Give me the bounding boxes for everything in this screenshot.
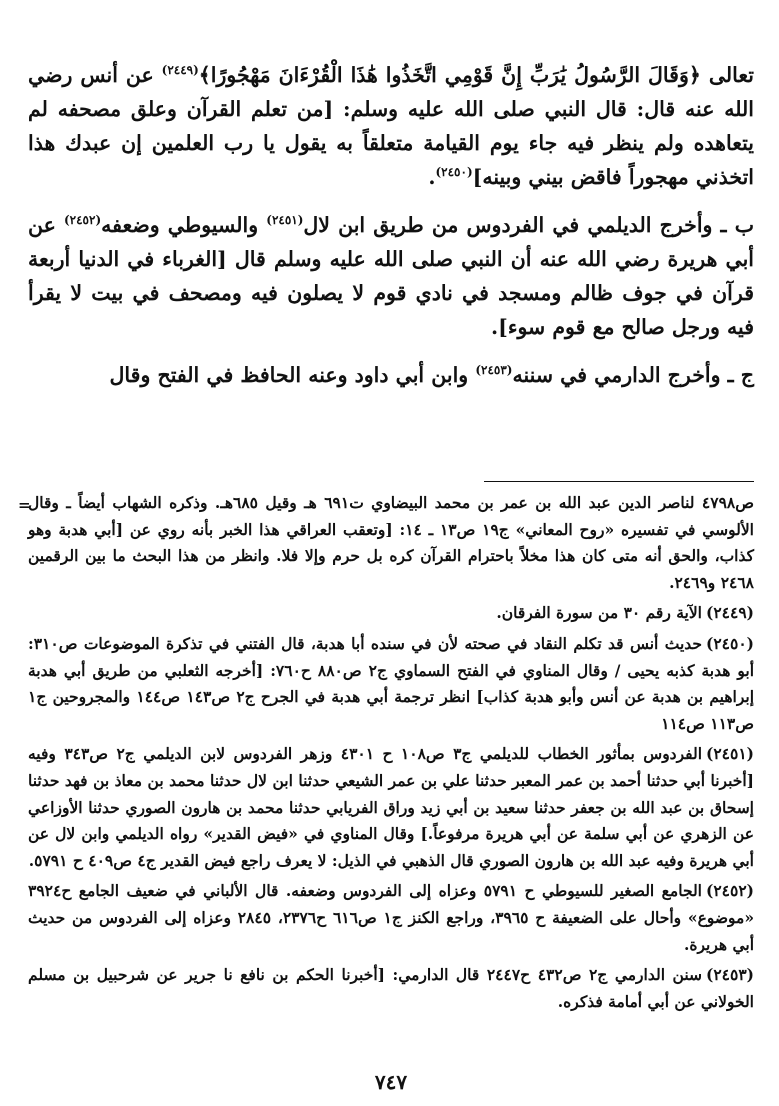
paragraph-3: [28, 358, 754, 392]
footnote-number: (٢٤٥٣): [706, 965, 755, 985]
book-page: [18, 58, 755, 1094]
footnote-2450: [28, 631, 754, 737]
paragraph-1: [28, 58, 754, 194]
footnote-text: الآية رقم ٣٠ من سورة الفرقان.: [496, 603, 702, 623]
page-number: ٧٤٧: [374, 1070, 408, 1094]
footnotes: [18, 490, 755, 1019]
footnote-text: الفردوس بمأثور الخطاب للديلمي ج٣ ص١٠٨ ح ٤٣٠١ وزهر الفردوس لابن الديلمي ج٢ ص٣٤٣ وفيه [أخبرنا أبي حدثنا أحمد بن عمر المعبر حدثنا علي بن عمر الشيعي حدثنا ابن لال حدثنا محمد بن معاذ بن فهد حدثنا إسحاق بن عبد الله بن جعفر حدثنا سعيد بن أبي زيد وراق الفريابي حدثنا محمد بن هارون الصوري حدثنا الأوزاعي عن الزهري عن أبي سلمة عن أبي هريرة مرفوعاً.] وقال المناوي في «فيض القدير» رواه الديلمي وابن لال عن أبي هريرة وفيه عبد الله بن هارون الصوري قال الذهبي في الذيل: لا يعرف راجع فيض القدير ج٤ ص٤٠٩ ح ٥٧٩١.: [28, 744, 754, 870]
footnote-continuation: [18, 490, 754, 596]
footnote-number: (٢٤٥٠): [706, 633, 754, 653]
paragraph-3-text-1: ج ـ وأخرج الدارمي في سننه: [512, 363, 754, 387]
paragraph-1-lead: تعالى: [700, 63, 755, 87]
footnote-ref-2450: (٢٤٥٠): [435, 165, 473, 180]
footnote-ref-2449: (٢٤٤٩): [161, 63, 199, 78]
paragraph-2: [28, 208, 754, 344]
footnote-2453: [28, 962, 754, 1015]
footnote-separator: [484, 481, 754, 482]
paragraph-2-text-1: ب ـ وأخرج الديلمي في الفردوس من طريق ابن لال: [303, 213, 754, 237]
footnote-number: (٢٤٥٢): [706, 881, 754, 901]
footnote-continuation-text: ص٤٧٩٨ لناصر الدين عبد الله بن عمر بن محمد البيضاوي ت٦٩١ هـ وقيل ٦٨٥هـ. وذكره الشهاب أيضاً ـ وقال الألوسي في تفسيره «روح المعاني» ج١٩ ص١٣ ـ ١٤: [وتعقب العراقي هذا الخبر بأنه روي عن [أبي هدبة وهو كذاب، والحق أنه متى كان هذا مخلاً باحترام القرآن كره بل حرم وإلا فلا. وانظر من هذا البحث ما بين الرقمين ٢٤٦٨ و٢٤٦٩.: [28, 493, 754, 592]
paragraph-1-end: .: [428, 165, 436, 189]
paragraph-3-text-2: وابن أبي داود وعنه الحافظ في الفتح وقال: [109, 363, 476, 387]
footnote-ref-2452: (٢٤٥٢): [63, 213, 102, 228]
quran-verse: ﴿وَقَالَ الرَّسُولُ يَٰرَبِّ إِنَّ قَوْمِي اتَّخَذُوا هَٰذَا الْقُرْءَانَ مَهْجُورًا﴾: [198, 63, 701, 87]
footnote-2452: [28, 878, 754, 958]
continuation-mark: =: [18, 496, 31, 514]
footnote-2449: [28, 600, 754, 627]
main-text: [28, 58, 754, 392]
paragraph-2-text-3: عن أبي هريرة رضي الله عنه أن النبي صلى الله عليه وسلم قال [الغرباء في الدنيا أربعة قرآن في جوف ظالم ومسجد في نادي قوم لا يصلون فيه ومصحف في بيت لا يقرأ فيه ورجل صالح مع قوم سوء].: [28, 213, 754, 339]
paragraph-2-text-2: والسيوطي وضعفه: [101, 213, 267, 237]
footnote-number: (٢٤٥١): [706, 744, 754, 764]
footnote-2451: [28, 741, 754, 874]
paragraph-1-text: عن أنس رضي الله عنه قال: قال النبي صلى الله عليه وسلم: [من تعلم القرآن وعلق مصحفه لم يتعاهده ولم ينظر فيه جاء يوم القيامة متعلقاً به يقول يا رب العلمين إن عبدك هذا اتخذني مهجوراً فاقض بيني وبينه]: [28, 63, 754, 189]
footnote-text: حديث أنس قد تكلم النقاد في صحته لأن في سنده أبا هدبة، قال الفتني في تذكرة الموضوعات ص٣١٠: أبو هدبة كذبه يحيى / وقال المناوي في الفتح السماوي ج٢ ص٨٨٠ ح٧٦٠: [أخرجه الثعلبي من طريق أبي هدبة إبراهيم بن هدبة عن أنس وأبو هدبة كذاب] انظر ترجمة أبي هدبة في الجرح ج٢ ص١٤٣ ص١٤٤ والمجروحين ج١ ص١١٣ ص١١٤: [28, 633, 755, 733]
footnote-ref-2453: (٢٤٥٣): [475, 363, 513, 378]
footnote-ref-2451: (٢٤٥١): [266, 213, 304, 228]
footnote-text: الجامع الصغير للسيوطي ح ٥٧٩١ وعزاه إلى الفردوس وضعفه. قال الألباني في ضعيف الجامع ح٣٩٢٤ «موضوع» وأحال على الضعيفة ح ٣٩٦٥، وراجع الكنز ج١ ص٦١٦ ح٢٣٧٦، ٢٨٤٥ وعزاه إلى الفردوس من حديث أبي هريرة.: [28, 881, 755, 954]
footnote-text: سنن الدارمي ج٢ ص٤٣٢ ح٢٤٤٧ قال الدارمي: [أخبرنا الحكم بن نافع نا جرير عن شرحبيل بن مسلم الخولاني عن أبي أمامة فذكره.: [28, 965, 754, 1011]
footnote-number: (٢٤٤٩): [706, 603, 754, 623]
